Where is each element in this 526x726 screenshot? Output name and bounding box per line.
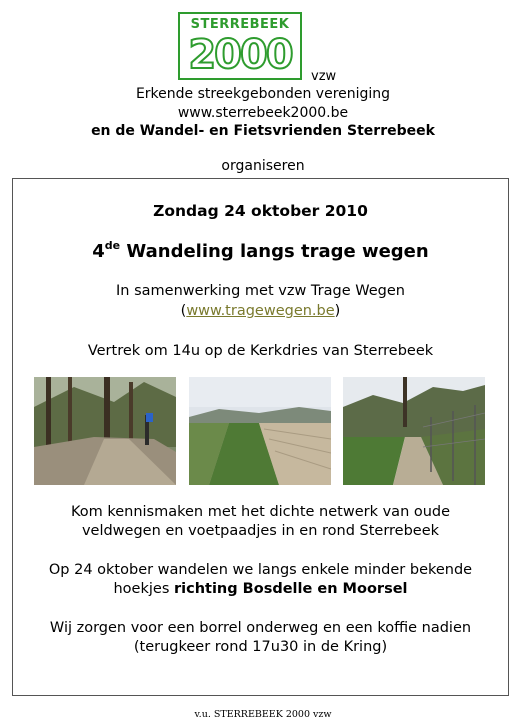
title-text: Wandeling langs trage wegen <box>120 241 429 262</box>
intro-line-1: Kom kennismaken met het dichte netwerk van oude <box>70 504 451 520</box>
event-title <box>13 239 508 262</box>
tragewegen-link[interactable]: www.tragewegen.be <box>186 303 335 319</box>
header-website: www.sterrebeek2000.be <box>177 105 349 121</box>
paren-open: ( <box>180 303 187 319</box>
route-line-1: Op 24 oktober wandelen we langs enkele minder bekende <box>48 562 473 578</box>
flyer-frame <box>12 178 509 696</box>
photo-fenced-footpath <box>343 377 485 485</box>
header-recognition: Erkende streekgebonden vereniging <box>135 86 391 102</box>
publisher-footer: v.u. STERREBEEK 2000 vzw <box>194 709 332 720</box>
logo-year: 2000 <box>188 32 292 78</box>
header-partner: en de Wandel- en Fietsvrienden Sterrebeek <box>91 123 435 139</box>
refreshment-line-1: Wij zorgen voor een borrel onderweg en een koffie nadien <box>49 620 472 636</box>
title-ordinal: de <box>104 239 121 252</box>
departure-text: Vertrek om 14u op de Kerkdries van Sterrebeek <box>87 343 434 359</box>
cooperation-text: In samenwerking met vzw Trage Wegen <box>116 283 405 299</box>
route-bold: richting Bosdelle en Moorsel <box>173 581 408 597</box>
refreshment-line-2: (terugkeer rond 17u30 in de Kring) <box>133 639 388 655</box>
website-link-line <box>13 303 508 319</box>
photo-forest-path <box>34 377 176 485</box>
intro-line-2: veldwegen en voetpaadjes in en rond Sterrebeek <box>81 523 440 539</box>
sterrebeek-2000-logo <box>178 12 302 80</box>
event-date: Zondag 24 oktober 2010 <box>153 202 368 220</box>
photo-field-road <box>189 377 331 485</box>
header-organise: organiseren <box>221 158 305 174</box>
title-number: 4 <box>92 241 105 262</box>
logo-name: STERREBEEK <box>190 17 290 32</box>
paren-close: ) <box>334 303 341 319</box>
logo-vzw: vzw <box>311 69 337 84</box>
route-line-2 <box>13 581 508 597</box>
route-plain: hoekjes <box>113 581 174 597</box>
